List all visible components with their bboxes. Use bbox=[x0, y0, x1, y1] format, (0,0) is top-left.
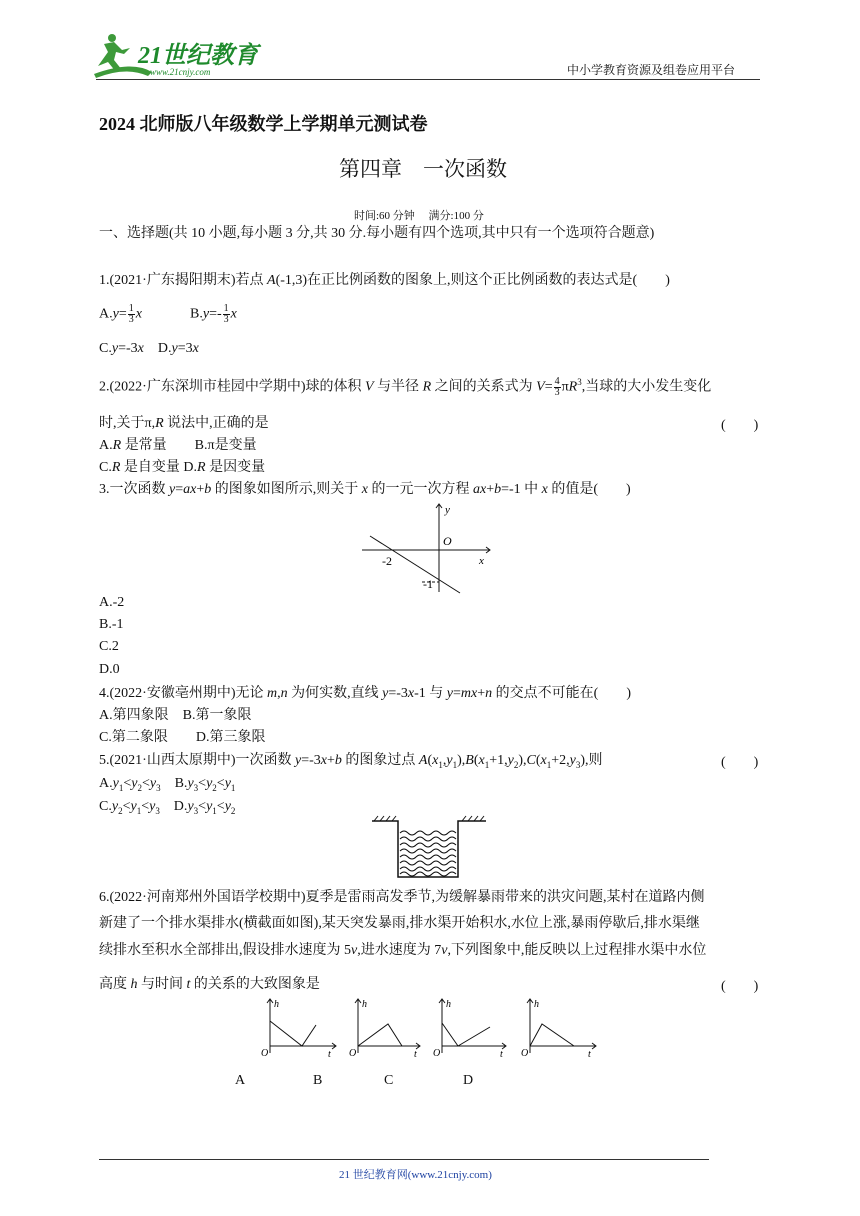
q6-choice-label-b: B bbox=[313, 1073, 323, 1088]
q3-option-c: C.2 bbox=[99, 639, 119, 654]
svg-text:h: h bbox=[534, 999, 539, 1010]
q6-choice-label-c: C bbox=[384, 1073, 394, 1088]
q2-stem-line1: 2.(2022·广东深圳市桂园中学期中)球的体积 V 与半径 R 之间的关系式为 V= $\frac{4}{3}$ $\pi R^3$,当球的大小发生变化 bbox=[99, 375, 712, 398]
footer-link[interactable]: 21 世纪教育网(www.21cnjy.com) bbox=[339, 1169, 492, 1181]
svg-text:t: t bbox=[414, 1049, 417, 1060]
q5-answer-paren: ( ) bbox=[721, 755, 759, 770]
q6-channel-figure bbox=[370, 815, 490, 881]
q6-choice-label-a: A bbox=[235, 1073, 246, 1088]
doc-title: 2024 北师版八年级数学上学期单元测试卷 bbox=[99, 114, 428, 134]
q3-option-b: B.-1 bbox=[99, 617, 124, 632]
q5-options-cd: $C.y_2<y_1<y_3$ $D.y_3<y_1<y_2$ bbox=[99, 799, 236, 816]
q5-options-ab: $A.y_1<y_2<y_3$ $B.y_3<y_2<y_1$ bbox=[99, 776, 236, 793]
q2-answer-paren: ( ) bbox=[721, 418, 759, 433]
q2-options-ab: A.R 是常量 B.π是变量 bbox=[99, 438, 257, 453]
chapter-title: 第四章 一次函数 bbox=[339, 157, 507, 181]
site-logo bbox=[92, 30, 262, 80]
svg-text:O: O bbox=[261, 1048, 269, 1059]
svg-text:t: t bbox=[328, 1049, 331, 1060]
q6-stem-line1: 6.(2022·河南郑州外国语学校期中)夏季是雷雨高发季节,为缓解暴雨带来的洪灾问题,某村在道路内侧 bbox=[99, 890, 705, 905]
exam-meta: 时间:60 分钟 满分:100 分 bbox=[354, 210, 484, 222]
svg-text:h: h bbox=[274, 999, 279, 1010]
svg-text:h: h bbox=[446, 999, 451, 1010]
q6-stem-line4: 高度 h 与时间 t 的关系的大致图象是 bbox=[99, 977, 320, 992]
footer-divider bbox=[99, 1159, 709, 1160]
y-intercept-label: -1 bbox=[423, 577, 433, 591]
svg-text:h: h bbox=[362, 999, 367, 1010]
svg-text:www.21cnjy.com: www.21cnjy.com bbox=[150, 67, 211, 77]
y-axis-label: y bbox=[445, 504, 450, 516]
x-axis-label: x bbox=[479, 555, 484, 567]
q5-stem: 5.(2021·山西太原期中)一次函数 y=-3x+b 的图象过点 $A(x_1,y_1),B(x_1+1,y_2),C(x_1+2,y_3)$,则 bbox=[99, 753, 603, 770]
q2-options-cd: C.R 是自变量 D.R 是因变量 bbox=[99, 460, 266, 475]
q6-stem-line2: 新建了一个排水渠排水(横截面如图),某天突发暴雨,排水渠开始积水,水位上涨,暴雨停歇后,排水渠继 bbox=[99, 916, 700, 931]
q4-options-ab: A.第四象限 B.第一象限 bbox=[99, 708, 252, 723]
svg-text:O: O bbox=[521, 1048, 529, 1059]
origin-label: O bbox=[443, 534, 452, 548]
q1-stem: 1.(2021·广东揭阳期末)若点 A(-1,3)在正比例函数的图象上,则这个正比例函数的表达式是( ) bbox=[99, 273, 670, 288]
q3-option-d: D.0 bbox=[99, 662, 120, 677]
q6-stem-line3: 续排水至积水全部排出,假设排水速度为 5v,进水速度为 7v,下列图象中,能反映以上过程排水渠中水位 bbox=[99, 943, 707, 958]
svg-text:21世纪教育: 21世纪教育 bbox=[138, 43, 258, 69]
q4-stem: 4.(2022·安徽亳州期中)无论 m,n 为何实数,直线 y=-3x-1 与 y=mx+n 的交点不可能在( ) bbox=[99, 686, 631, 701]
svg-text:O: O bbox=[349, 1048, 357, 1059]
section-heading: 一、选择题(共 10 小题,每小题 3 分,共 30 分.每小题有四个选项,其中只有一个选项符合题意) bbox=[99, 226, 655, 241]
svg-text:t: t bbox=[500, 1049, 503, 1060]
q6-answer-paren: ( ) bbox=[721, 979, 759, 994]
q1-options-cd: C.y=-3x D.y=3x bbox=[99, 341, 199, 356]
q6-choice-graphs bbox=[258, 995, 603, 1060]
svg-text:t: t bbox=[588, 1049, 591, 1060]
q3-option-a: A.-2 bbox=[99, 595, 125, 610]
x-intercept-label: -2 bbox=[382, 554, 392, 568]
q3-line-graph bbox=[362, 500, 497, 595]
q3-stem: 3.一次函数 y=ax+b 的图象如图所示,则关于 x 的一元一次方程 ax+b=-1 中 x 的值是( ) bbox=[99, 482, 631, 497]
q4-options-cd: C.第二象限 D.第三象限 bbox=[99, 730, 266, 745]
q1-option-a: A.y= $\frac{1}{3}$ x bbox=[99, 303, 142, 325]
q2-stem-line2: 时,关于π,R 说法中,正确的是 bbox=[99, 416, 269, 431]
q6-choice-label-d: D bbox=[463, 1073, 474, 1088]
header-divider bbox=[96, 79, 760, 80]
q1-option-b: B.y=- $\frac{1}{3}$ x bbox=[190, 303, 237, 325]
platform-name: 中小学教育资源及组卷应用平台 bbox=[567, 63, 736, 77]
svg-text:O: O bbox=[433, 1048, 441, 1059]
